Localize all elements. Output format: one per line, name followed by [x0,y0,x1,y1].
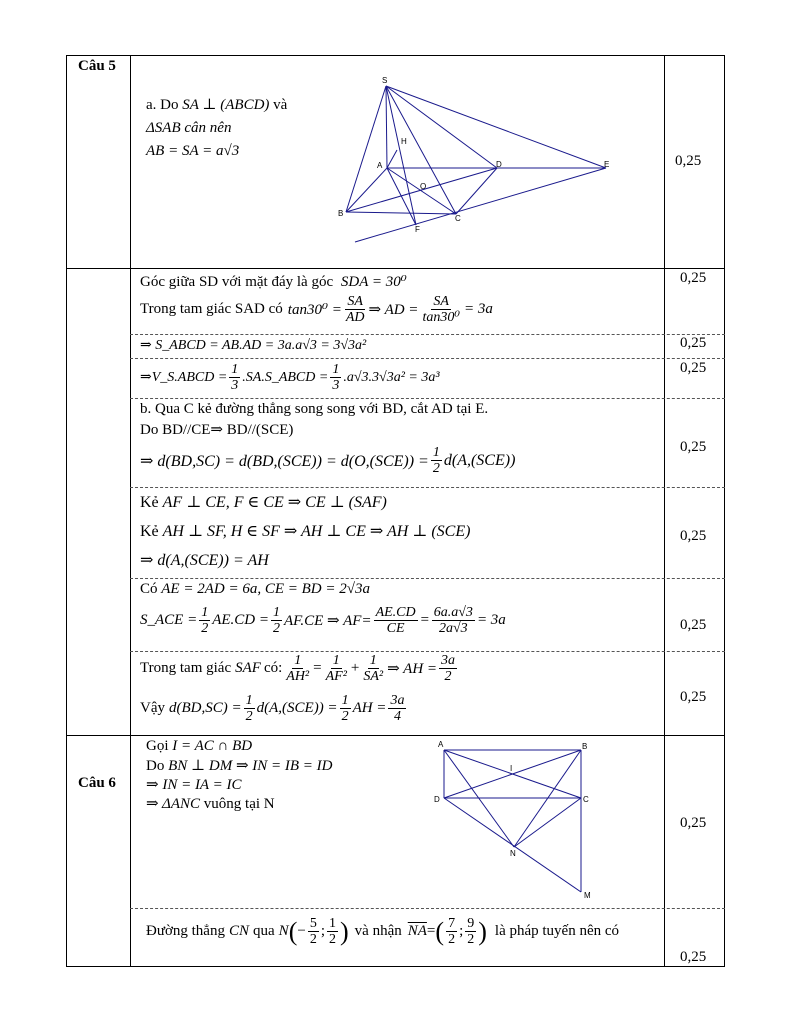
score: 0,25 [680,360,707,376]
numerator: 1 [329,916,336,931]
denominator: 2 [273,621,280,636]
fraction [271,605,282,636]
row2-line1 [140,272,407,291]
fraction [327,916,338,947]
pyramid-figure [330,72,620,250]
point-label: D [434,795,440,804]
row-divider [130,358,725,359]
denominator: 2 [341,709,349,724]
score: 0,25 [680,815,707,831]
numerator: 1 [341,693,349,708]
numerator: 3a [441,653,456,668]
fraction [439,653,457,684]
score: 0,25 [680,335,707,351]
math-expression: SA ⊥ (ABCD) [182,97,270,113]
score: 0,25 [680,270,707,286]
math-expression: N [278,923,289,939]
denominator: 2 [329,932,336,947]
fraction [229,362,240,393]
numerator: 1 [432,445,440,460]
numerator: SA [347,294,363,309]
text: Gọi [146,738,169,754]
point-label: A [377,161,383,170]
text: Kẻ [140,494,159,511]
part-a-line1 [146,95,287,114]
denominator: 2 [444,669,452,684]
row6-line3: ⇒ d(A,(SCE)) = AH [140,552,269,569]
fraction [324,653,349,684]
fraction [340,693,351,724]
row-divider [130,334,725,335]
text: Trong tam giác SAD có [140,301,283,317]
math-expression: S_ACE = [140,612,198,628]
math-expression: ⇒ AH = [387,661,438,677]
text: và nhận [354,923,402,939]
point-label: D [496,160,502,169]
cau6-row2-line: Đường thẳng CN qua N ( − $\frac{5}{2}$ ; $\frac{1}{2}$ ) và nhận $\overline{NA}$ = ( $\frac{7}{2}$ ; $\frac{9}{2}$ ) là pháp tuyến nên có [146,916,620,947]
denominator: AF² [325,669,347,684]
text: Trong tam giác [140,660,232,676]
math-expression: AH = [352,700,387,716]
math-expression: .SA.S_ABCD = [242,369,329,385]
fraction [432,605,475,636]
fraction [199,605,210,636]
question-label: Câu 6 [78,775,116,791]
point-label: H [401,137,407,146]
denominator: 2 [448,932,456,947]
denominator: 2 [309,932,317,947]
column-divider-right [664,55,665,967]
math-expression: d(A,(SCE)) [443,451,516,469]
fraction [330,362,341,393]
math-expression: AE = 2AD = 6a, CE = BD = 2√3a [161,581,370,597]
row7-line2 [140,605,506,636]
text: là pháp tuyến nên có [494,923,620,939]
numerator: AE.CD [375,605,416,620]
math-expression: ⇒ ΔANC [146,796,201,812]
text: vuông tại N [203,796,275,812]
fraction [361,653,385,684]
numerator: 1 [369,653,377,668]
cau6-line2 [146,756,333,775]
point-label: O [420,182,427,191]
math-expression: BN ⊥ DM ⇒ IN = IB = ID [168,758,333,774]
math-expression: ⇒ d(BD,SC) = d(BD,(SCE)) = d(O,(SCE)) = [140,452,429,470]
point-label: S [382,76,388,85]
numerator: 1 [294,653,302,668]
fraction [446,916,457,947]
math-expression: AE.CD = [212,612,269,628]
fraction [420,294,462,325]
denominator: 2 [467,932,475,947]
numerator: SA [433,294,449,309]
row8-line1: Trong tam giác SAF có: $\frac{1}{\text{AH²}}$ = $\frac{1}{\text{AF²}}$ + $\frac{1}{\text{SA²}}$ ⇒ AH = $\frac{3a}{2}$ [140,653,456,684]
denominator: 3 [231,378,239,393]
row-divider [130,908,725,909]
fraction [431,445,442,476]
row-divider [130,398,725,399]
point-label: B [338,209,344,218]
row-divider [130,578,725,579]
denominator: CE [386,621,405,636]
math-expression: = 3a [476,612,506,628]
fraction [308,916,319,947]
row-divider [130,487,725,488]
numerator: 5 [309,916,317,931]
text: Vậy [140,700,165,716]
text: Kẻ [140,523,159,540]
math-expression: AF ⊥ CE, F ∈ CE ⇒ CE ⊥ (SAF) [162,494,387,511]
part-b-line1: b. Qua C kẻ đường thẳng song song với BD, cắt AD tại E. [140,401,489,417]
row-divider [66,735,725,736]
column-divider-left [130,55,131,967]
row7-line1 [140,581,370,598]
point-label: A [438,740,444,749]
math-expression: = [419,612,430,628]
math-expression: = 3a [463,301,493,317]
cau6-line1 [146,738,252,755]
math-expression: I = AC ∩ BD [172,738,253,754]
text: Do [146,758,165,774]
score: 0,25 [680,528,707,544]
fraction [388,693,406,724]
point-label: B [582,742,588,751]
numerator: 1 [201,605,209,620]
denominator: 4 [393,709,401,724]
part-b-line3 [140,445,515,476]
question-label: Câu 5 [78,58,116,74]
math-expression: ⇒ AD = [368,302,419,318]
math-expression: AH ⊥ SF, H ∈ SF ⇒ AH ⊥ CE ⇒ AH ⊥ (SCE) [162,523,471,540]
score: 0,25 [680,439,707,455]
fraction [344,294,367,325]
fraction [374,605,418,636]
denominator: 2a√3 [439,621,468,636]
row8-line2 [140,693,408,724]
row4-formula [140,362,440,393]
square-figure [430,740,600,905]
numerator: 6a.a√3 [433,605,473,620]
score: 0,25 [680,689,707,705]
denominator: 2 [432,461,440,476]
point-label: E [604,160,610,169]
row-divider [66,268,725,269]
score: 0,25 [675,153,702,169]
denominator: tan30⁰ [422,310,460,325]
denominator: AH² [286,669,310,684]
math-expression: SDA = 30⁰ [340,274,407,290]
part-b-line2: Do BD//CE⇒ BD//(SCE) [140,422,294,438]
row3-formula: ⇒ S_ABCD = AB.AD = 3a.a√3 = 3√3a² [140,338,367,353]
text: Đường thẳng [146,923,225,939]
numerator: 9 [467,916,475,931]
fraction [284,653,311,684]
text: Có [140,581,158,597]
math-expression: ⇒V_S.ABCD = [140,370,228,385]
text: có: [263,660,283,676]
point-label: F [415,225,420,234]
math-expression: AF.CE ⇒ AF= [284,613,372,629]
numerator: 7 [448,916,456,931]
math-expression: CN [228,923,249,939]
text: a. Do [146,97,179,113]
math-expression: SAF [235,660,261,676]
point-label: M [584,891,591,900]
point-label: I [510,764,513,773]
fraction [244,693,255,724]
vector: $\overline{NA}$ [407,923,427,939]
denominator: 3 [332,378,340,393]
math-expression: d(BD,SC) = [169,700,242,716]
part-a-line3: AB = SA = a√3 [146,143,240,159]
numerator: 3a [390,693,405,708]
math-expression: tan30⁰ = [287,302,342,318]
denominator: 2 [201,621,209,636]
score: 0,25 [680,617,707,633]
part-a-line2: ΔSAB cân nên [146,120,232,136]
row6-line2 [140,521,470,541]
numerator: 1 [332,653,340,668]
score: 0,25 [680,949,707,965]
point-label: C [455,214,461,223]
cau6-line4 [146,794,275,813]
text: và [273,97,288,113]
denominator: AD [345,310,365,325]
row2-line2 [140,294,493,325]
denominator: 2 [245,709,253,724]
numerator: 1 [245,693,253,708]
numerator: 1 [231,362,239,377]
math-expression: .a√3.3√3a² = 3a³ [343,369,440,385]
numerator: 1 [332,362,340,377]
row-divider [130,651,725,652]
text: Góc giữa SD với mặt đáy là góc [140,274,334,290]
numerator: 1 [273,605,280,620]
point-label: C [583,795,589,804]
row6-line1 [140,492,387,512]
point-label: N [510,849,516,858]
cau6-line3: ⇒ IN = IA = IC [146,777,242,793]
denominator: SA² [363,669,384,684]
text: qua [253,923,275,939]
math-expression: d(A,(SCE)) = [256,700,338,716]
fraction [465,916,476,947]
